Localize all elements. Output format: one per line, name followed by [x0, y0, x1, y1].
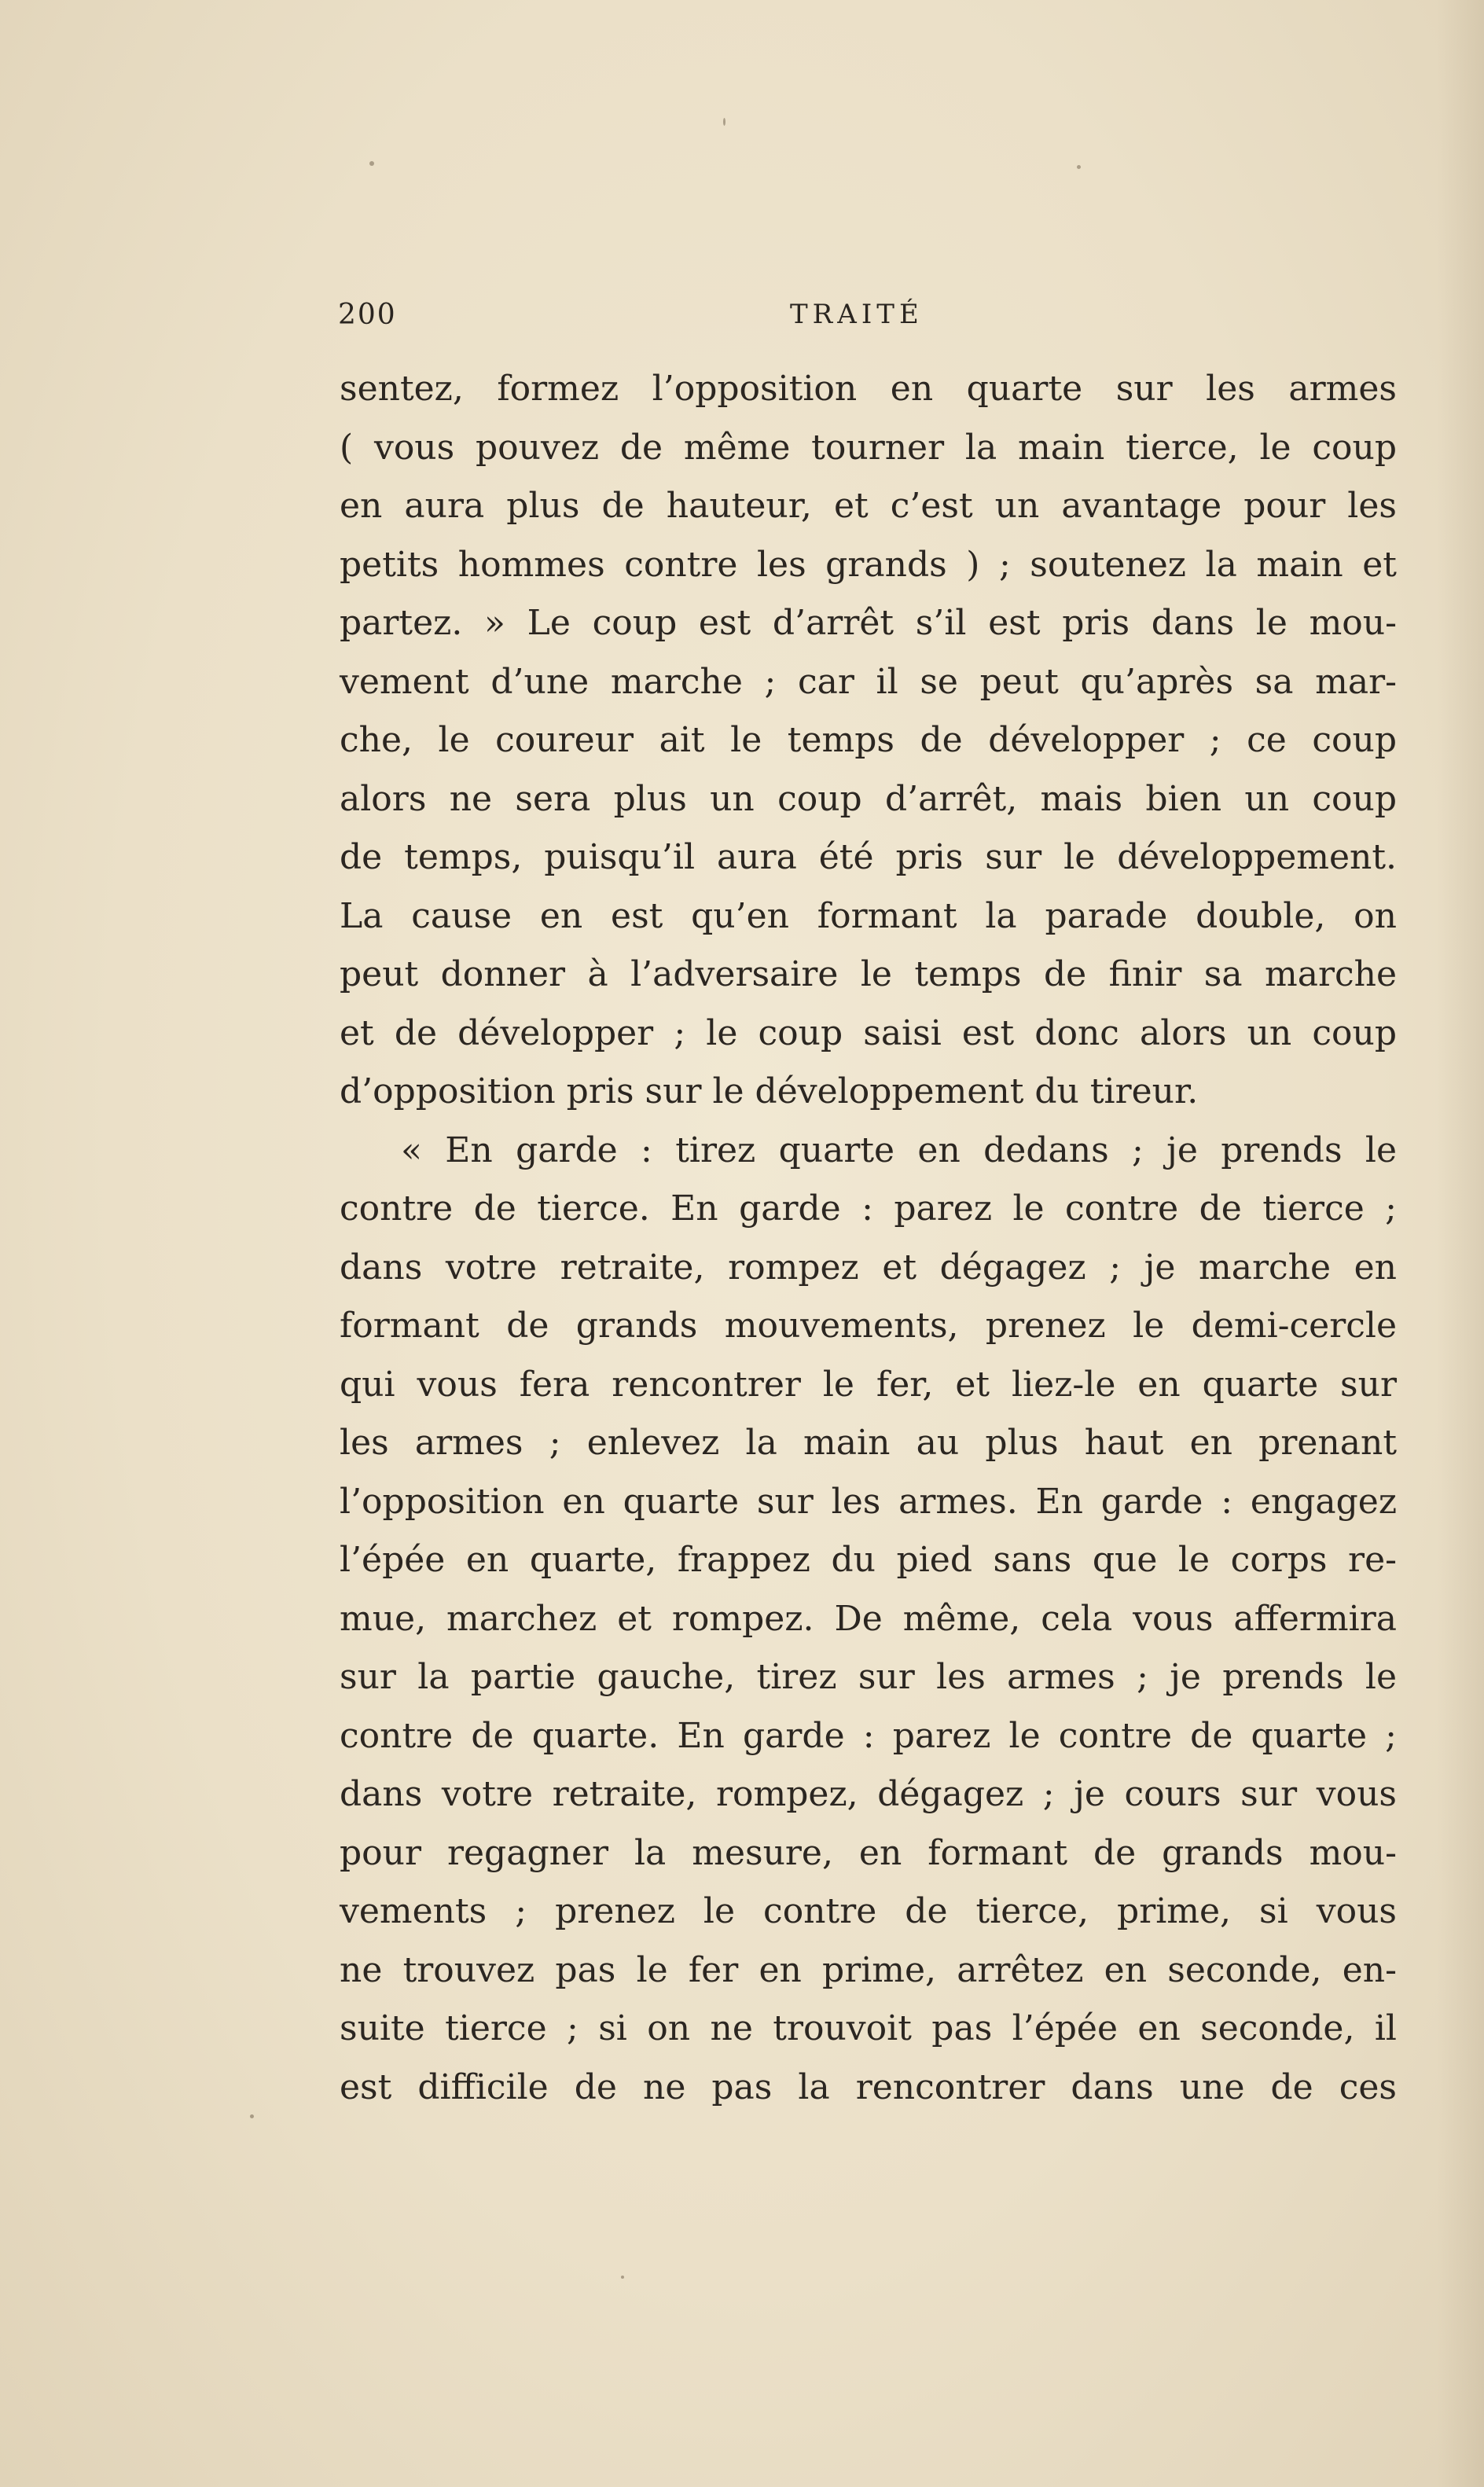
text-line: ne trouvez pas le fer en prime, arrêtez en seconde, en-	[340, 1949, 1397, 1990]
text-line: peut donner à l’adversaire le temps de finir sa marche	[340, 954, 1397, 994]
page-edge-shadow	[1437, 0, 1484, 2487]
paper-speck	[1077, 165, 1081, 169]
running-title: TRAITÉ	[790, 299, 924, 330]
text-line: mue, marchez et rompez. De même, cela vous affermira	[340, 1598, 1397, 1639]
text-line: dans votre retraite, rompez et dégagez ; je marche en	[340, 1247, 1397, 1288]
text-line: partez. » Le coup est d’arrêt s’il est pris dans le mou-	[340, 603, 1397, 643]
text-line: est difficile de ne pas la rencontrer dans une de ces	[340, 2066, 1397, 2107]
text-line: sur la partie gauche, tirez sur les armes ; je prends le	[340, 1657, 1397, 1697]
text-line: sentez, formez l’opposition en quarte sur les armes	[340, 369, 1397, 409]
text-line: l’épée en quarte, frappez du pied sans que le corps re-	[340, 1540, 1397, 1580]
text-line: ( vous pouvez de même tourner la main tierce, le coup	[340, 427, 1397, 468]
text-line: vements ; prenez le contre de tierce, prime, si vous	[340, 1891, 1397, 1931]
text-line: en aura plus de hauteur, et c’est un avantage pour les	[340, 486, 1397, 526]
paper-speck	[250, 2114, 254, 2118]
page-header	[338, 299, 1399, 346]
text-line: contre de quarte. En garde : parez le contre de quarte ;	[340, 1715, 1397, 1756]
body-text	[340, 360, 1397, 2117]
text-line: et de développer ; le coup saisi est donc alors un coup	[340, 1012, 1397, 1053]
text-line: che, le coureur ait le temps de développer ; ce coup	[340, 720, 1397, 760]
text-line: formant de grands mouvements, prenez le demi-cercle	[340, 1306, 1397, 1346]
text-line: petits hommes contre les grands ) ; soutenez la main et	[340, 544, 1397, 585]
page-number: 200	[338, 299, 397, 331]
text-line: vement d’une marche ; car il se peut qu’après sa mar-	[340, 661, 1397, 702]
paper-speck	[369, 161, 374, 166]
paper-speck	[621, 2276, 624, 2279]
text-line: les armes ; enlevez la main au plus haut en prenant	[340, 1423, 1397, 1463]
text-line: La cause en est qu’en formant la parade double, on	[340, 895, 1397, 936]
text-line: alors ne sera plus un coup d’arrêt, mais bien un coup	[340, 778, 1397, 819]
text-line: pour regagner la mesure, en formant de grands mou-	[340, 1832, 1397, 1873]
text-line: qui vous fera rencontrer le fer, et liez-le en quarte sur	[340, 1364, 1397, 1405]
text-line: « En garde : tirez quarte en dedans ; je prends le	[401, 1130, 1397, 1170]
text-line: de temps, puisqu’il aura été pris sur le développement.	[340, 837, 1397, 877]
text-line: dans votre retraite, rompez, dégagez ; je cours sur vous	[340, 1774, 1397, 1814]
text-line: suite tierce ; si on ne trouvoit pas l’épée en seconde, il	[340, 2008, 1397, 2048]
text-line: contre de tierce. En garde : parez le contre de tierce ;	[340, 1188, 1397, 1229]
text-line: l’opposition en quarte sur les armes. En garde : engagez	[340, 1481, 1397, 1522]
text-line: d’opposition pris sur le développement du tireur.	[340, 1071, 1199, 1111]
paper-speck	[723, 118, 725, 126]
